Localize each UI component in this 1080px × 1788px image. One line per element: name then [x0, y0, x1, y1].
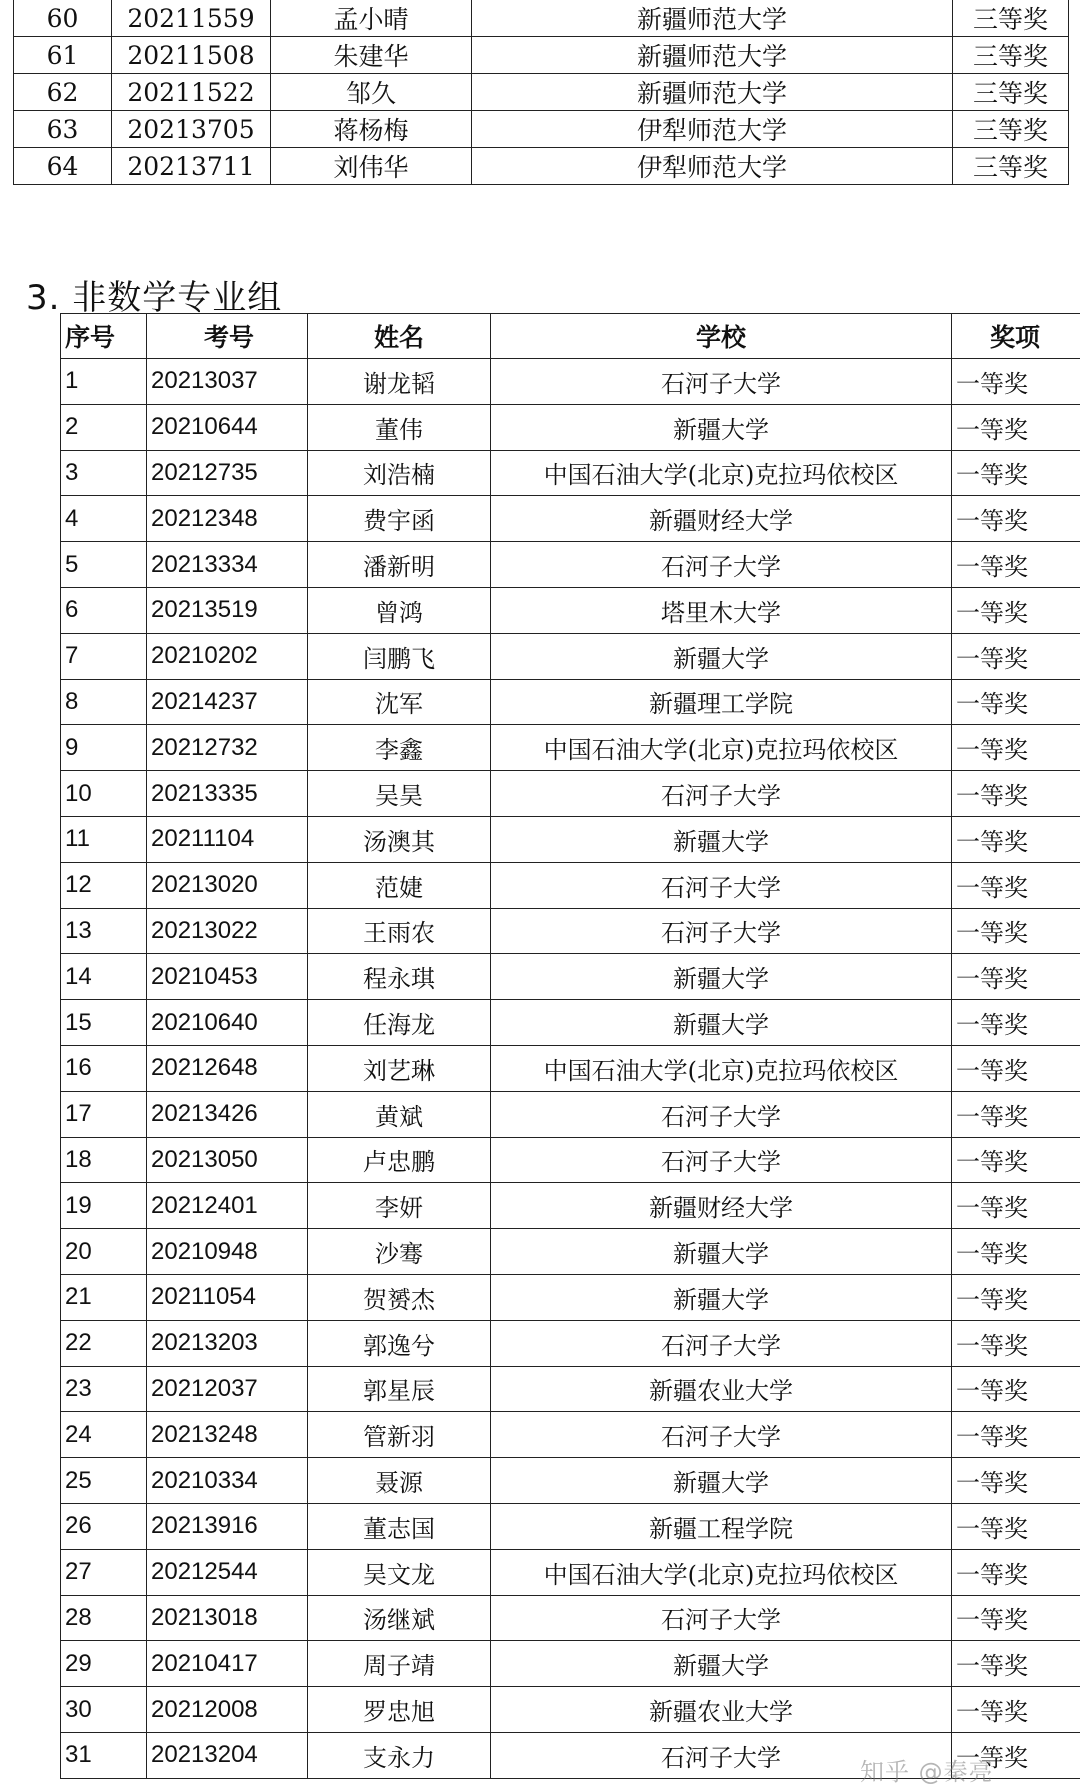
cell-school: 新疆大学: [491, 1000, 952, 1046]
cell-school: 新疆师范大学: [472, 74, 953, 111]
non-math-results-table-body: [61, 359, 1080, 1779]
cell-index: 21: [61, 1274, 147, 1320]
cell-index: 15: [61, 1000, 147, 1046]
cell-school: 新疆大学: [491, 1229, 952, 1275]
table-row: [61, 1000, 1080, 1046]
non-math-results-table: [60, 313, 1080, 1779]
table-row: [61, 816, 1080, 862]
cell-index: 18: [61, 1137, 147, 1183]
cell-name: 卢忠鹏: [308, 1137, 491, 1183]
cell-award: 一等奖: [952, 1091, 1080, 1137]
table-row: [61, 1641, 1080, 1687]
cell-name: 罗忠旭: [308, 1687, 491, 1733]
table-row: [61, 725, 1080, 771]
cell-exam-number: 20213037: [147, 359, 308, 405]
cell-school: 石河子大学: [491, 908, 952, 954]
cell-name: 李鑫: [308, 725, 491, 771]
cell-index: 26: [61, 1503, 147, 1549]
table-row: [61, 542, 1080, 588]
cell-exam-number: 20213022: [147, 908, 308, 954]
cell-award: 一等奖: [952, 1229, 1080, 1275]
cell-school: 伊犁师范大学: [472, 111, 953, 148]
header-exam-number: 考号: [147, 314, 308, 359]
cell-award: 一等奖: [952, 359, 1080, 405]
cell-name: 汤继斌: [308, 1595, 491, 1641]
cell-index: 20: [61, 1229, 147, 1275]
cell-school: 新疆理工学院: [491, 679, 952, 725]
cell-award: 一等奖: [952, 862, 1080, 908]
cell-index: 27: [61, 1549, 147, 1595]
cell-exam-number: 20213204: [147, 1732, 308, 1778]
cell-award: 一等奖: [952, 1687, 1080, 1733]
cell-exam-number: 20212348: [147, 496, 308, 542]
cell-name: 谢龙韬: [308, 359, 491, 405]
cell-exam-number: 20212732: [147, 725, 308, 771]
table-row: [61, 633, 1080, 679]
cell-award: 三等奖: [953, 0, 1069, 37]
cell-school: 新疆农业大学: [491, 1366, 952, 1412]
cell-exam-number: 20210453: [147, 954, 308, 1000]
section-title: 3. 非数学专业组: [26, 278, 283, 318]
cell-exam-number: 20213335: [147, 771, 308, 817]
table-row: [61, 1458, 1080, 1504]
cell-award: 一等奖: [952, 1732, 1080, 1778]
header-school: 学校: [491, 314, 952, 359]
table-row: [61, 450, 1080, 496]
cell-exam-number: 20213020: [147, 862, 308, 908]
cell-award: 一等奖: [952, 725, 1080, 771]
cell-name: 蒋杨梅: [271, 111, 472, 148]
cell-award: 一等奖: [952, 542, 1080, 588]
cell-name: 董志国: [308, 1503, 491, 1549]
cell-index: 11: [61, 816, 147, 862]
cell-award: 一等奖: [952, 450, 1080, 496]
cell-index: 13: [61, 908, 147, 954]
table-row: [61, 1366, 1080, 1412]
cell-name: 朱建华: [271, 37, 472, 74]
cell-award: 一等奖: [952, 1503, 1080, 1549]
cell-school: 新疆师范大学: [472, 0, 953, 37]
cell-index: 22: [61, 1320, 147, 1366]
cell-name: 曾鸿: [308, 587, 491, 633]
cell-name: 沙骞: [308, 1229, 491, 1275]
cell-index: 8: [61, 679, 147, 725]
cell-index: 9: [61, 725, 147, 771]
cell-index: 17: [61, 1091, 147, 1137]
cell-award: 一等奖: [952, 1458, 1080, 1504]
cell-index: 24: [61, 1412, 147, 1458]
cell-school: 中国石油大学(北京)克拉玛依校区: [491, 1549, 952, 1595]
cell-index: 28: [61, 1595, 147, 1641]
cell-name: 贺赟杰: [308, 1274, 491, 1320]
cell-school: 石河子大学: [491, 862, 952, 908]
cell-name: 聂源: [308, 1458, 491, 1504]
table-row: [61, 404, 1080, 450]
cell-school: 新疆财经大学: [491, 1183, 952, 1229]
cell-index: 7: [61, 633, 147, 679]
cell-exam-number: 20212037: [147, 1366, 308, 1412]
cell-exam-number: 20210417: [147, 1641, 308, 1687]
table-row: [61, 679, 1080, 725]
table-row: [61, 1320, 1080, 1366]
cell-school: 新疆师范大学: [472, 37, 953, 74]
cell-exam-number: 20213519: [147, 587, 308, 633]
table-row: [61, 1183, 1080, 1229]
cell-school: 新疆大学: [491, 954, 952, 1000]
table-row: [61, 1229, 1080, 1275]
cell-school: 中国石油大学(北京)克拉玛依校区: [491, 1045, 952, 1091]
cell-school: 新疆农业大学: [491, 1687, 952, 1733]
cell-exam-number: 20210644: [147, 404, 308, 450]
cell-award: 一等奖: [952, 1412, 1080, 1458]
cell-index: 29: [61, 1641, 147, 1687]
cell-award: 一等奖: [952, 404, 1080, 450]
cell-name: 范婕: [308, 862, 491, 908]
cell-name: 刘伟华: [271, 148, 472, 185]
cell-award: 一等奖: [952, 1366, 1080, 1412]
header-index: 序号: [61, 314, 147, 359]
cell-name: 闫鹏飞: [308, 633, 491, 679]
cell-school: 伊犁师范大学: [472, 148, 953, 185]
cell-award: 三等奖: [953, 74, 1069, 111]
cell-index: 2: [61, 404, 147, 450]
cell-award: 三等奖: [953, 111, 1069, 148]
cell-school: 石河子大学: [491, 1091, 952, 1137]
cell-name: 刘艺琳: [308, 1045, 491, 1091]
cell-exam-number: 20213050: [147, 1137, 308, 1183]
cell-exam-number: 20211508: [112, 37, 271, 74]
cell-name: 孟小晴: [271, 0, 472, 37]
cell-name: 沈军: [308, 679, 491, 725]
cell-index: 23: [61, 1366, 147, 1412]
cell-index: 4: [61, 496, 147, 542]
previous-group-table: [13, 0, 1069, 185]
cell-exam-number: 20212401: [147, 1183, 308, 1229]
cell-exam-number: 20210202: [147, 633, 308, 679]
table-row: [61, 908, 1080, 954]
cell-school: 石河子大学: [491, 542, 952, 588]
cell-index: 12: [61, 862, 147, 908]
cell-exam-number: 20212735: [147, 450, 308, 496]
cell-exam-number: 20213711: [112, 148, 271, 185]
cell-name: 吴昊: [308, 771, 491, 817]
cell-index: 63: [14, 111, 112, 148]
cell-award: 三等奖: [953, 148, 1069, 185]
cell-name: 周子靖: [308, 1641, 491, 1687]
cell-name: 郭逸兮: [308, 1320, 491, 1366]
cell-school: 石河子大学: [491, 359, 952, 405]
cell-name: 刘浩楠: [308, 450, 491, 496]
cell-exam-number: 20211559: [112, 0, 271, 37]
table-row: [61, 1091, 1080, 1137]
cell-school: 石河子大学: [491, 1412, 952, 1458]
table-row: [61, 862, 1080, 908]
table-row: [14, 0, 1069, 37]
header-award: 奖项: [952, 314, 1080, 359]
cell-award: 一等奖: [952, 1641, 1080, 1687]
cell-index: 60: [14, 0, 112, 37]
cell-name: 郭星辰: [308, 1366, 491, 1412]
cell-name: 李妍: [308, 1183, 491, 1229]
cell-award: 一等奖: [952, 679, 1080, 725]
table-row: [61, 1045, 1080, 1091]
cell-school: 新疆工程学院: [491, 1503, 952, 1549]
cell-exam-number: 20213203: [147, 1320, 308, 1366]
table-row: [61, 954, 1080, 1000]
cell-exam-number: 20213018: [147, 1595, 308, 1641]
cell-exam-number: 20211054: [147, 1274, 308, 1320]
cell-name: 吴文龙: [308, 1549, 491, 1595]
cell-name: 汤澳其: [308, 816, 491, 862]
cell-school: 石河子大学: [491, 1320, 952, 1366]
table-row: [61, 1503, 1080, 1549]
table-header-row: [61, 314, 1080, 359]
cell-exam-number: 20212544: [147, 1549, 308, 1595]
watermark: 知乎 @秦亮: [860, 1758, 994, 1786]
cell-award: 一等奖: [952, 1274, 1080, 1320]
cell-award: 一等奖: [952, 1137, 1080, 1183]
cell-exam-number: 20212008: [147, 1687, 308, 1733]
cell-exam-number: 20210640: [147, 1000, 308, 1046]
cell-school: 新疆大学: [491, 404, 952, 450]
cell-exam-number: 20212648: [147, 1045, 308, 1091]
cell-exam-number: 20210334: [147, 1458, 308, 1504]
cell-index: 1: [61, 359, 147, 405]
cell-name: 任海龙: [308, 1000, 491, 1046]
table-row: [14, 111, 1069, 148]
table-row: [61, 771, 1080, 817]
cell-exam-number: 20213248: [147, 1412, 308, 1458]
cell-index: 62: [14, 74, 112, 111]
cell-award: 一等奖: [952, 1595, 1080, 1641]
cell-award: 一等奖: [952, 1000, 1080, 1046]
cell-award: 一等奖: [952, 587, 1080, 633]
cell-name: 管新羽: [308, 1412, 491, 1458]
cell-school: 中国石油大学(北京)克拉玛依校区: [491, 725, 952, 771]
cell-index: 64: [14, 148, 112, 185]
cell-name: 邹久: [271, 74, 472, 111]
cell-award: 一等奖: [952, 771, 1080, 817]
cell-index: 16: [61, 1045, 147, 1091]
cell-school: 石河子大学: [491, 771, 952, 817]
cell-index: 10: [61, 771, 147, 817]
table-row: [61, 1549, 1080, 1595]
cell-award: 一等奖: [952, 954, 1080, 1000]
cell-exam-number: 20213334: [147, 542, 308, 588]
cell-school: 新疆财经大学: [491, 496, 952, 542]
cell-index: 5: [61, 542, 147, 588]
cell-school: 新疆大学: [491, 633, 952, 679]
table-row: [61, 587, 1080, 633]
cell-exam-number: 20211104: [147, 816, 308, 862]
cell-school: 石河子大学: [491, 1137, 952, 1183]
cell-index: 6: [61, 587, 147, 633]
cell-award: 一等奖: [952, 816, 1080, 862]
cell-name: 费宇函: [308, 496, 491, 542]
header-name: 姓名: [308, 314, 491, 359]
table-row: [61, 359, 1080, 405]
previous-group-table-body: [14, 0, 1069, 185]
cell-school: 塔里木大学: [491, 587, 952, 633]
table-row: [61, 496, 1080, 542]
cell-award: 三等奖: [953, 37, 1069, 74]
cell-school: 石河子大学: [491, 1732, 952, 1778]
cell-index: 3: [61, 450, 147, 496]
table-row: [14, 74, 1069, 111]
cell-exam-number: 20213426: [147, 1091, 308, 1137]
cell-exam-number: 20211522: [112, 74, 271, 111]
cell-school: 新疆大学: [491, 1641, 952, 1687]
cell-index: 30: [61, 1687, 147, 1733]
cell-index: 25: [61, 1458, 147, 1504]
cell-school: 新疆大学: [491, 1458, 952, 1504]
cell-exam-number: 20210948: [147, 1229, 308, 1275]
table-row: [61, 1412, 1080, 1458]
cell-award: 一等奖: [952, 633, 1080, 679]
cell-name: 王雨农: [308, 908, 491, 954]
cell-award: 一等奖: [952, 1549, 1080, 1595]
cell-award: 一等奖: [952, 1045, 1080, 1091]
table-row: [61, 1595, 1080, 1641]
cell-exam-number: 20213916: [147, 1503, 308, 1549]
cell-name: 支永力: [308, 1732, 491, 1778]
table-row: [61, 1274, 1080, 1320]
table-row: [61, 1687, 1080, 1733]
cell-school: 石河子大学: [491, 1595, 952, 1641]
table-row: [14, 37, 1069, 74]
cell-index: 31: [61, 1732, 147, 1778]
cell-name: 程永琪: [308, 954, 491, 1000]
cell-school: 中国石油大学(北京)克拉玛依校区: [491, 450, 952, 496]
cell-index: 19: [61, 1183, 147, 1229]
cell-school: 新疆大学: [491, 816, 952, 862]
cell-exam-number: 20214237: [147, 679, 308, 725]
cell-exam-number: 20213705: [112, 111, 271, 148]
cell-award: 一等奖: [952, 908, 1080, 954]
cell-award: 一等奖: [952, 1183, 1080, 1229]
cell-school: 新疆大学: [491, 1274, 952, 1320]
cell-index: 61: [14, 37, 112, 74]
table-row: [61, 1137, 1080, 1183]
cell-name: 董伟: [308, 404, 491, 450]
cell-name: 潘新明: [308, 542, 491, 588]
cell-name: 黄斌: [308, 1091, 491, 1137]
cell-index: 14: [61, 954, 147, 1000]
table-row: [14, 148, 1069, 185]
cell-award: 一等奖: [952, 496, 1080, 542]
cell-award: 一等奖: [952, 1320, 1080, 1366]
